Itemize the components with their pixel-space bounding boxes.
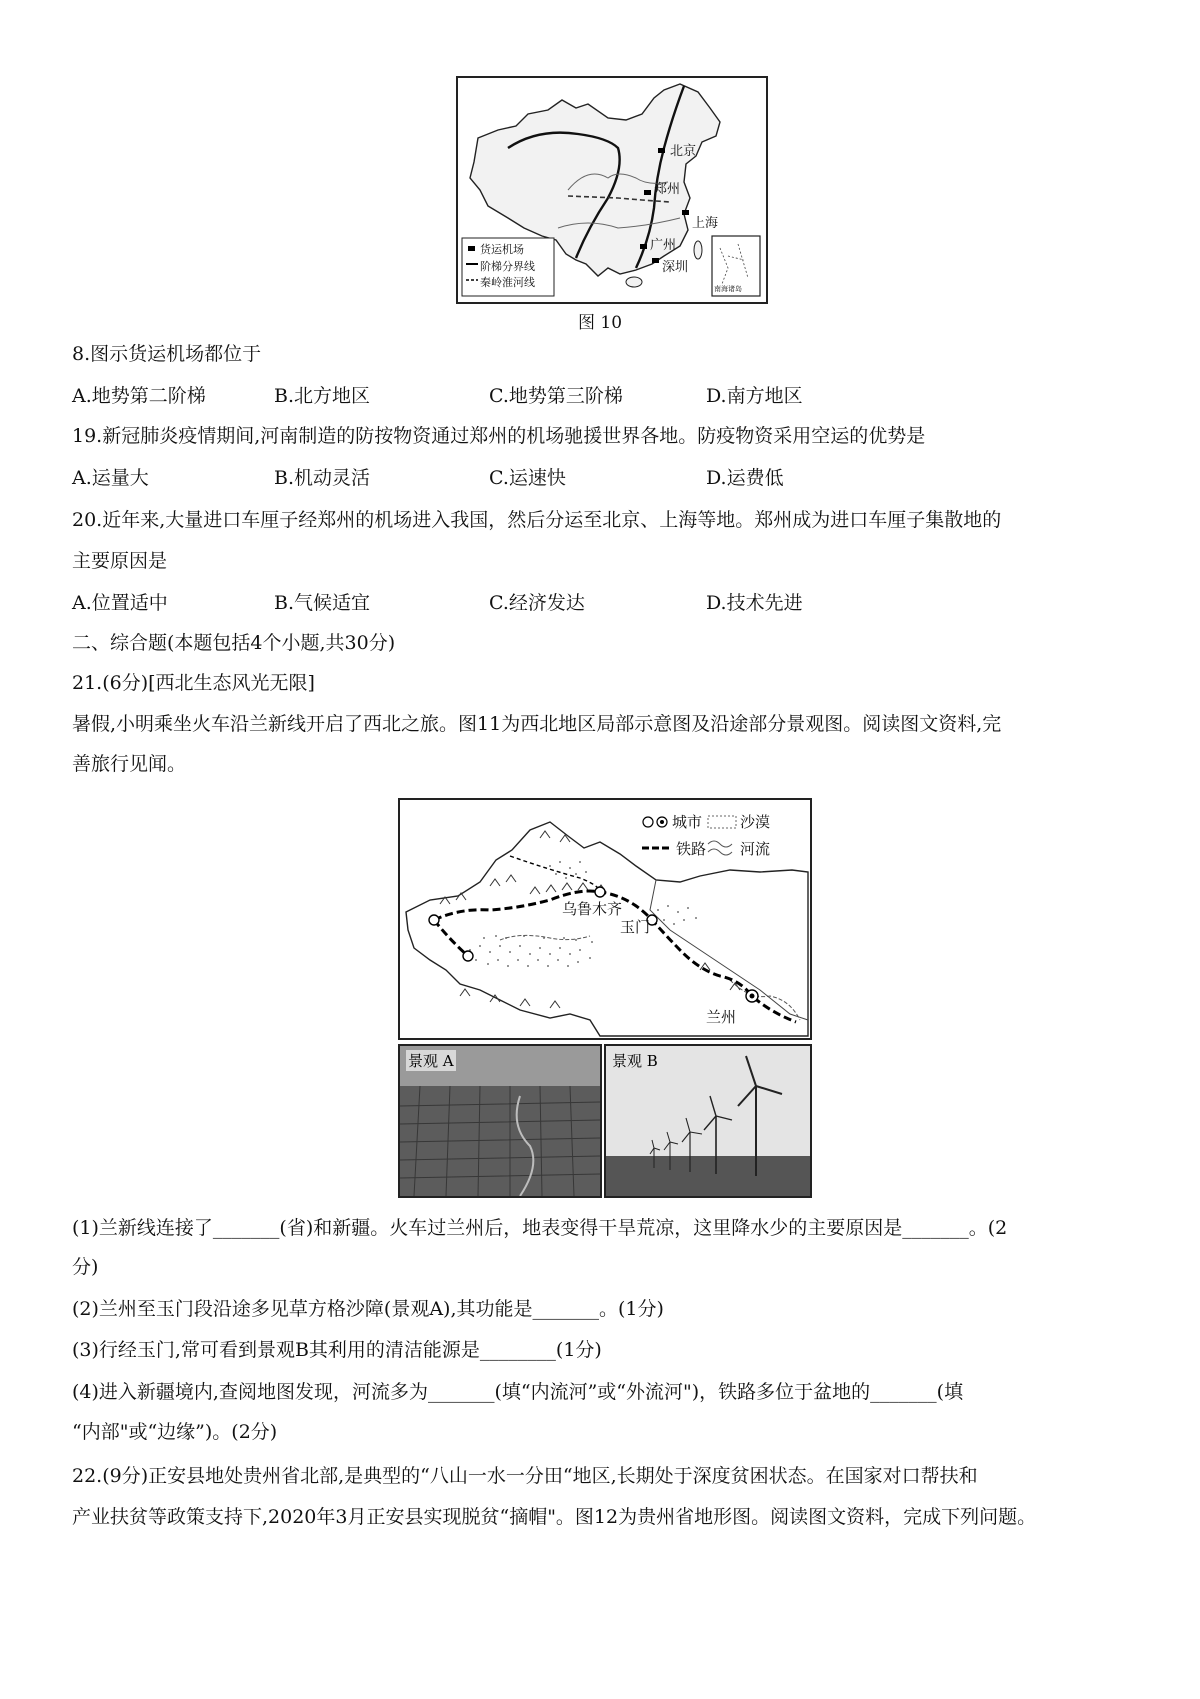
landscape-b-label: 景观 B	[612, 1052, 658, 1070]
airport-marker-shenzhen	[652, 258, 659, 263]
legend-city-label: 城市	[672, 813, 703, 831]
q20-option-b: B.气候适宜	[274, 592, 371, 614]
q19-option-a: A.运量大	[72, 467, 149, 489]
q20-option-d: D.技术先进	[706, 592, 803, 614]
q19-option-d: D.运费低	[706, 467, 784, 489]
q18-stem: 8.图示货运机场都位于	[72, 343, 262, 365]
q21-sub1-line2: 分)	[72, 1256, 99, 1278]
northwest-map-svg	[400, 800, 810, 1038]
legend-ladder-boundary: 阶梯分界线	[480, 260, 535, 273]
section2-title: 二、综合题(本题包括4个小题,共30分)	[72, 632, 396, 654]
q21-sub3: (3)行经玉门,常可看到景观B其利用的清洁能源是________(1分)	[72, 1339, 602, 1361]
figure-11-northwest-map	[398, 798, 812, 1040]
inset-label: 南海诸岛	[714, 285, 742, 293]
city-west	[429, 915, 439, 925]
label-zhengzhou: 郑州	[654, 182, 681, 197]
legend-city-symbol	[643, 817, 653, 827]
q20-option-a: A.位置适中	[72, 592, 168, 614]
city-southwest	[463, 951, 473, 961]
city-urumqi	[595, 887, 605, 897]
q20-stem-line1: 20.近年来,大量进口车厘子经郑州的机场进入我国，然后分运至北京、上海等地。郑州成为进口车厘子集散地的	[72, 509, 1002, 531]
legend-desert-symbol	[708, 816, 736, 828]
airport-marker-guangzhou	[640, 244, 647, 249]
q21-header: 21.(6分)[西北生态风光无限]	[72, 672, 315, 694]
q21-sub2: (2)兰州至玉门段沿途多见草方格沙障(景观A),其功能是_______。(1分)	[72, 1298, 664, 1320]
q19-stem: 19.新冠肺炎疫情期间,河南制造的防按物资通过郑州的机场驰援世界各地。防疫物资采用空运的优势是	[72, 425, 926, 447]
airport-marker-beijing	[658, 148, 665, 153]
q20-option-c: C.经济发达	[489, 592, 585, 614]
legend-railway-label: 铁路	[676, 840, 707, 858]
legend-river-label: 河流	[740, 840, 771, 858]
q22-line2: 产业扶贫等政策支持下,2020年3月正安县实现脱贫“摘帽"。图12为贵州省地形图。阅读图文资料，完成下列问题。	[72, 1506, 1037, 1528]
legend-cargo-airport: 货运机场	[480, 243, 524, 256]
label-guangzhou: 广州	[650, 238, 677, 253]
q21-sub4-line1: (4)进入新疆境内,查阅地图发现，河流多为_______(填“内流河”或“外流河")，铁路多位于盆地的_______(填	[72, 1381, 964, 1403]
label-lanzhou: 兰州	[706, 1008, 737, 1026]
label-yumen: 玉门	[620, 918, 651, 936]
q18-option-a: A.地势第二阶梯	[72, 385, 206, 407]
q19-option-c: C.运速快	[489, 467, 566, 489]
legend-desert-label: 沙漠	[740, 813, 771, 831]
label-shanghai: 上海	[692, 216, 719, 231]
landscape-b-photo	[604, 1044, 812, 1198]
airport-marker-zhengzhou	[644, 190, 651, 195]
q21-intro-line1: 暑假,小明乘坐火车沿兰新线开启了西北之旅。图11为西北地区局部示意图及沿途部分景观图。阅读图文资料,完	[72, 713, 1002, 735]
q21-sub1-line1: (1)兰新线连接了_______(省)和新疆。火车过兰州后，地表变得干旱荒凉，这里降水少的主要原因是_______。(2	[72, 1217, 1008, 1239]
label-beijing: 北京	[670, 144, 697, 159]
q19-option-b: B.机动灵活	[274, 467, 371, 489]
label-shenzhen: 深圳	[662, 260, 689, 275]
figure-10-map	[456, 76, 768, 304]
q18-option-d: D.南方地区	[706, 385, 803, 407]
hainan-island	[626, 277, 642, 287]
q22-line1: 22.(9分)正安县地处贵州省北部,是典型的“八山一水一分田“地区,长期处于深度贫困状态。在国家对口帮扶和	[72, 1465, 978, 1487]
airport-marker-shanghai	[682, 210, 689, 215]
q20-stem-line2: 主要原因是	[72, 550, 168, 572]
landscape-a-label: 景观 A	[408, 1052, 454, 1070]
taiwan-island	[694, 241, 702, 259]
figure-10-caption: 图 10	[578, 313, 623, 333]
legend-qinling-huaihe: 秦岭淮河线	[480, 276, 535, 289]
legend-river-symbol	[708, 841, 732, 855]
label-urumqi: 乌鲁木齐	[562, 900, 623, 918]
q21-sub4-line2: “内部"或“边缘”)。(2分)	[72, 1421, 278, 1443]
q21-intro-line2: 善旅行见闻。	[72, 753, 187, 775]
landscape-a-photo	[398, 1044, 602, 1198]
q18-option-c: C.地势第三阶梯	[489, 385, 623, 407]
q18-option-b: B.北方地区	[274, 385, 371, 407]
